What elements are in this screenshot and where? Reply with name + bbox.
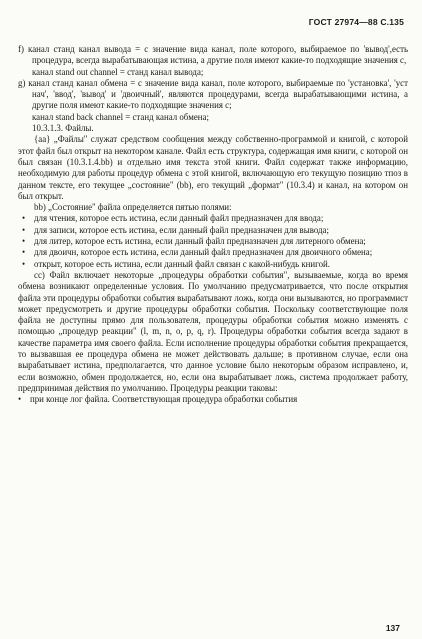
list-item: • при конце лог файла. Соответствующая процедура обработки события: [18, 394, 298, 405]
paragraph-bb: bb) „Состояние" файла определяется пятью полями:: [34, 202, 232, 213]
bullet-icon: •: [18, 394, 22, 405]
bullet-icon: •: [22, 258, 26, 269]
bullet-icon: •: [22, 247, 26, 258]
item-marker: f): [18, 44, 29, 54]
code-line: канал stand back channel = станд канал обмена;: [32, 111, 209, 122]
bullet-icon: •: [22, 224, 26, 235]
item-f: [18, 44, 408, 67]
item-g: [18, 78, 408, 112]
code-line: канал stand out channel = станд канал вывода;: [32, 66, 204, 77]
bullet-icon: •: [22, 213, 26, 224]
list-item: • для двоичн, которое есть истина, если данный файл предназначен для двоичного обмена;: [22, 247, 373, 258]
page-number: 137: [385, 623, 400, 633]
section-heading: 10.3.1.3. Файлы.: [32, 123, 94, 134]
paragraph-aa: {аа} „Файлы" служат средством сообщения между собственно-программой и книгой, с которой этот файл был открыт на некотором канале. Файл есть структура, содержащая имя книги, с которой он был связан (10.3.1.4.bb) и отдельно имя текста этой книги. Файл содержат также информацию, необходимую для работы процедур обмена с этой книгой, включающую его текущую позицию тпоз в данном тексте, его текущее „состояние" (bb), его текущий „формат" (10.3.4) и канал, на котором он был открыт.: [18, 134, 408, 201]
item-marker: g): [18, 77, 29, 88]
document-body: [18, 44, 408, 406]
list-item: • для литер, которое есть истина, если данный файл предназначен для литерного обмена;: [22, 236, 366, 247]
bullet-icon: •: [22, 236, 26, 247]
list-item: • для чтения, которое есть истина, если данный файл предназначен для ввода;: [22, 213, 324, 224]
item-text: канал станд канал вывода = с значение вида канал, поле которого, выбираемое по 'вывод',есть процедура, всегда вырабатывающая истина, а другие поля имеют какие-то подходящие значения с,: [28, 44, 408, 66]
paragraph-cc: cc) Файл включает некоторые „процедуры обработки события", вызываемые, когда во время обмена возникают определенные условия. По умолчанию предусматривается, что после открытия файла эти процедуры обработки события вырабатывают ложь, когда они вызываются, но программист может предусмотреть и другие процедуры обработки события. Поскольку соответствующие поля файла не доступны прямо для пользователя, процедуры обработки события можно изменять с помощью „процедур реакции" (l, m, n, o, p, q, r). Процедуры обработки события всегда задают в качестве параметра имя своего файла. Если исполнение процедуры обработки события прекращается, то вызвавшая ее процедура обмена не может действовать дальше; в противном случае, если она вырабатывает истина, предполагается, что данное условие было некоторым образом исправлено, и, если возможно, обмен продолжается, но, если она вырабатывает ложь, система продолжает работу, предпринимая действия по умолчанию. Процедуры реакции таковы:: [18, 269, 408, 393]
page-header: ГОСТ 27974—88 С.135: [308, 17, 404, 27]
list-item: • открыт, которое есть истина, если данный файл связан с какой-нибудь книгой.: [22, 258, 330, 269]
item-text: канал станд канал обмена = с значение вида канал, поле которого, выбираемые по 'установка', 'уст нач', 'ввод', 'вывод' и 'двоичный', являются процедурами, всегда вырабатывающими истина, а другие поля имеют какие-то подходящие значения с;: [28, 77, 408, 111]
list-item: • для записи, которое есть истина, если данный файл предназначен для вывода;: [22, 224, 329, 235]
